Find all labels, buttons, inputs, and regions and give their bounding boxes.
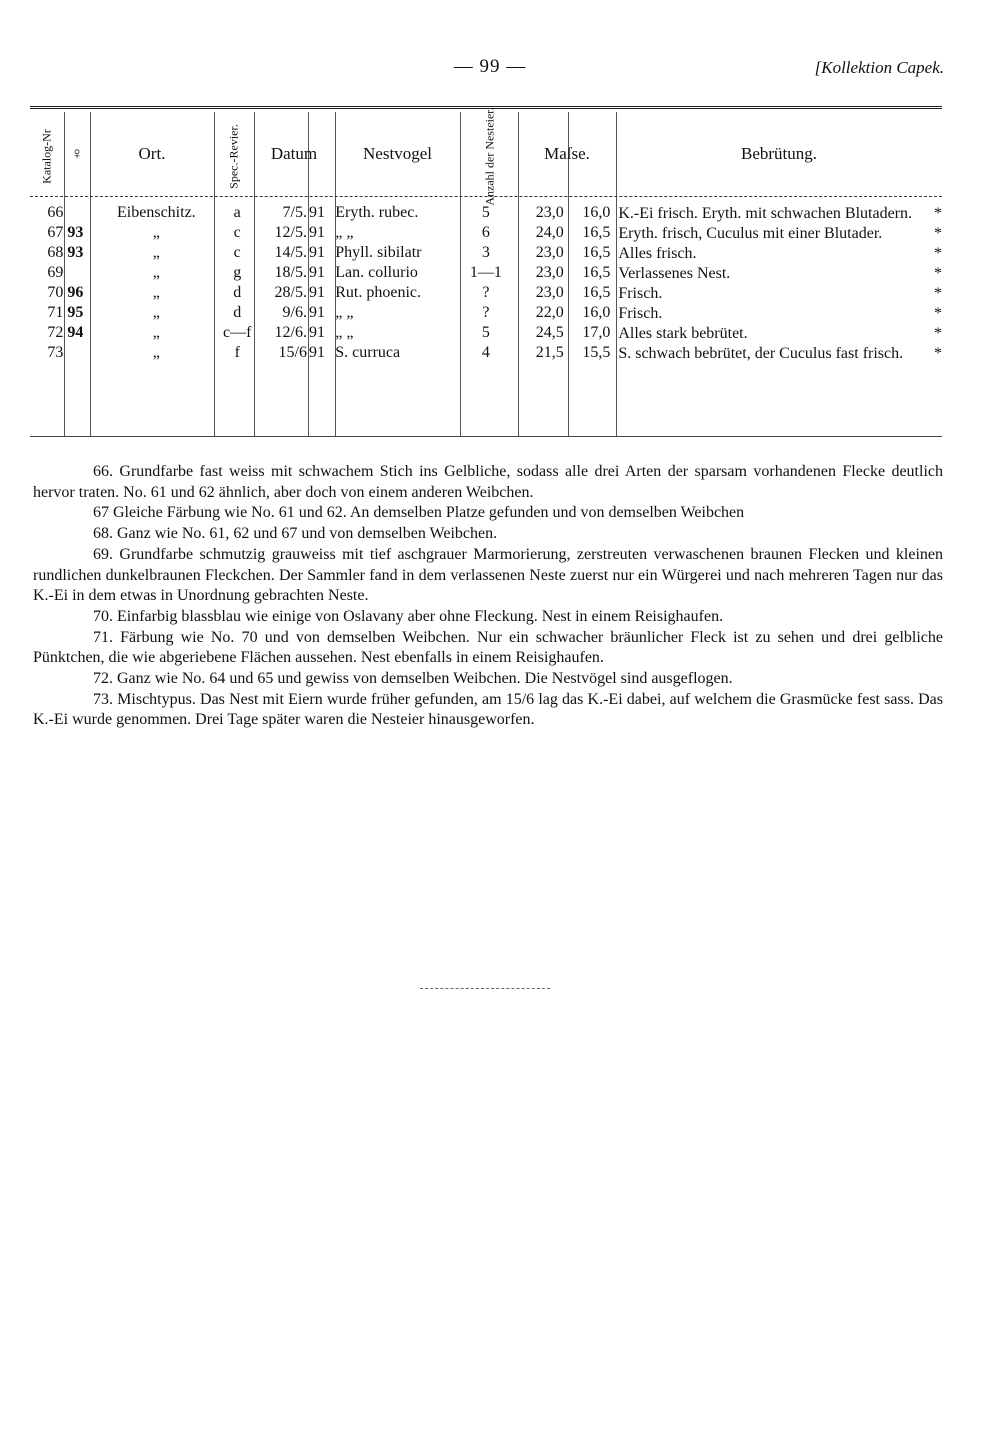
clutch-count-cell: 3: [481, 244, 490, 261]
table-body: [30, 204, 942, 364]
katalog-number-cell: 73: [47, 344, 64, 361]
clutch-count-cell: ?: [482, 304, 490, 321]
clutch-count-cell: 1—1: [469, 264, 502, 281]
year-cell: 91: [308, 264, 325, 281]
table-row: [30, 304, 942, 324]
asterisk-mark: *: [934, 245, 942, 262]
header-nestvogel: Nestvogel: [363, 144, 432, 163]
katalog-number-cell: 67: [47, 224, 64, 241]
egg-length-cell: 21,5: [535, 344, 564, 361]
year-cell: 91: [308, 304, 325, 321]
egg-length-cell: 24,5: [535, 324, 564, 341]
table-row: [30, 284, 942, 304]
locality-cell: „: [152, 264, 160, 281]
host-bird-cell: S. curruca: [335, 344, 401, 361]
incubation-text: Frisch.: [618, 305, 663, 322]
table-row: [30, 204, 942, 224]
year-cell: 91: [308, 224, 325, 241]
female-number-cell: 93: [67, 224, 84, 241]
host-bird-cell: Rut. phoenic.: [335, 284, 422, 301]
female-number-cell: 96: [67, 284, 84, 301]
egg-length-cell: 23,0: [535, 204, 564, 221]
incubation-text: S. schwach bebrütet, der Cuculus fast frisch.: [618, 345, 904, 362]
asterisk-mark: *: [934, 225, 942, 242]
spec-revier-cell: f: [234, 344, 240, 361]
spec-revier-cell: g: [233, 264, 242, 281]
header-katalog: Katalog-Nr: [39, 129, 54, 184]
incubation-cell: [612, 244, 942, 264]
clutch-count-cell: 4: [481, 344, 490, 361]
asterisk-mark: *: [934, 345, 942, 362]
incubation-text: Frisch.: [618, 285, 663, 302]
egg-width-cell: 16,0: [582, 304, 611, 321]
egg-length-cell: 23,0: [535, 284, 564, 301]
egg-width-cell: 16,5: [582, 244, 611, 261]
table-row: [30, 244, 942, 264]
incubation-cell: [612, 204, 942, 224]
asterisk-mark: *: [934, 305, 942, 322]
asterisk-mark: *: [934, 265, 942, 282]
collection-label: [Kollektion Capek.: [814, 58, 944, 77]
egg-width-cell: 16,5: [582, 284, 611, 301]
note-paragraph: 73. Mischtypus. Das Nest mit Eiern wurde früher gefunden, am 15/6 lag das K.-Ei dabei, auf welchem die Grasmücke fest sass. Das K.-Ei wurde genommen. Drei Tage später waren die Nesteier hinausgeworfen.: [33, 690, 943, 729]
female-number-cell: [65, 264, 94, 284]
katalog-number-cell: 72: [47, 324, 64, 341]
note-paragraph: 68. Ganz wie No. 61, 62 und 67 und von demselben Weibchen.: [93, 525, 498, 543]
year-cell: 91: [308, 284, 325, 301]
female-number-cell: 94: [67, 324, 84, 341]
katalog-number-cell: 68: [47, 244, 64, 261]
incubation-cell: [612, 264, 942, 284]
incubation-cell: [612, 324, 942, 344]
table-row: [30, 224, 942, 244]
clutch-count-cell: 5: [481, 204, 490, 221]
locality-cell: „: [152, 324, 160, 341]
catalog-table: [30, 204, 942, 364]
host-bird-cell: „ „: [335, 304, 354, 321]
incubation-text: Alles frisch.: [618, 245, 697, 262]
note-paragraph: 69. Grundfarbe schmutzig grauweiss mit tief aschgrauer Marmorierung, zerstreuten verwaschenen braunen Flecken und kleinen rundlichen dunkelbraunen Fleckchen. Der Sammler fand in dem verlassenen Neste zuerst nur ein Würgerei und nach mehreren Tagen nur das K.-Ei in dem etwas in Unordnung gebrachten Neste.: [33, 545, 943, 605]
date-cell: 12/6.: [274, 324, 307, 341]
year-cell: 91: [308, 324, 325, 341]
female-number-cell: [65, 344, 94, 364]
female-number-cell: [65, 204, 94, 224]
egg-length-cell: 22,0: [535, 304, 564, 321]
note-paragraph: 66. Grundfarbe fast weiss mit schwachem Stich ins Gelbliche, sodass alle drei Arten der sparsam vorhandenen Flecke deutlich hervor traten. No. 61 und 62 ähnlich, aber doch von einem anderen Weibchen.: [33, 463, 943, 501]
header-spec-revier: Spec.-Revier.: [226, 124, 241, 189]
incubation-text: Eryth. frisch, Cuculus mit einer Blutader.: [618, 225, 883, 242]
egg-width-cell: 16,5: [582, 264, 611, 281]
note-paragraph: 71. Färbung wie No. 70 und von demselben Weibchen. Nur ein schwacher bräunlicher Fleck ist zu sehen und drei gelbliche Pünktchen, die wie abgeriebene Flächen aussehen. Nest ebenfalls in einem Reisighaufen.: [33, 628, 943, 667]
female-number-cell: 95: [67, 304, 84, 321]
incubation-cell: [612, 284, 942, 304]
year-cell: 91: [308, 204, 325, 221]
host-bird-cell: Eryth. rubec.: [335, 204, 419, 221]
incubation-text: K.-Ei frisch. Eryth. mit schwachen Blutadern.: [618, 205, 913, 222]
locality-cell: „: [152, 284, 160, 301]
egg-length-cell: 23,0: [535, 264, 564, 281]
clutch-count-cell: ?: [482, 284, 490, 301]
locality-cell: Eibenschitz.: [117, 204, 196, 221]
table-row: [30, 324, 942, 344]
date-cell: 12/5.: [274, 224, 307, 241]
asterisk-mark: *: [934, 325, 942, 342]
spec-revier-cell: c: [233, 224, 241, 241]
header-masse: Maſse.: [544, 144, 590, 163]
date-cell: 18/5.: [274, 264, 307, 281]
date-cell: 28/5.: [274, 284, 307, 301]
spec-revier-cell: a: [233, 204, 241, 221]
egg-width-cell: 16,0: [582, 204, 611, 221]
note-paragraph: 67 Gleiche Färbung wie No. 61 und 62. An demselben Platze gefunden und von demselben Weibchen: [93, 504, 745, 522]
egg-width-cell: 16,5: [582, 224, 611, 241]
page-number: — 99 —: [453, 56, 527, 77]
host-bird-cell: „ „: [335, 224, 354, 241]
locality-cell: „: [152, 344, 160, 361]
header-ort: Ort.: [138, 144, 166, 163]
date-cell: 15/6: [278, 344, 307, 361]
incubation-cell: [612, 304, 942, 324]
date-cell: 7/5.: [282, 204, 307, 221]
katalog-number-cell: 70: [47, 284, 64, 301]
spec-revier-cell: c—f: [223, 324, 252, 341]
host-bird-cell: Phyll. sibilatr: [335, 244, 422, 261]
date-cell: 14/5.: [274, 244, 307, 261]
table-header-rule: [30, 196, 942, 197]
table-bottom-rule: [30, 436, 942, 437]
egg-width-cell: 17,0: [582, 324, 611, 341]
incubation-cell: [612, 344, 942, 364]
notes-section: [33, 462, 943, 731]
katalog-number-cell: 71: [47, 304, 64, 321]
host-bird-cell: „ „: [335, 324, 354, 341]
asterisk-mark: *: [934, 205, 942, 222]
spec-revier-cell: d: [233, 284, 242, 301]
end-rule: [420, 988, 550, 989]
spec-revier-cell: d: [233, 304, 242, 321]
incubation-text: Verlassenes Nest.: [618, 265, 731, 282]
incubation-text: Alles stark bebrütet.: [618, 325, 748, 342]
spec-revier-cell: c: [233, 244, 241, 261]
header-datum: Datum: [270, 144, 318, 163]
clutch-count-cell: 5: [481, 324, 490, 341]
header-female-symbol: ♀: [70, 144, 84, 163]
female-number-cell: 93: [67, 244, 84, 261]
egg-length-cell: 24,0: [535, 224, 564, 241]
katalog-number-cell: 69: [47, 264, 64, 281]
year-cell: 91: [308, 244, 325, 261]
header-anzahl: Anzahl der Nesteier.: [482, 107, 497, 206]
asterisk-mark: *: [934, 285, 942, 302]
note-paragraph: 72. Ganz wie No. 64 und 65 und gewiss von demselben Weibchen. Die Nestvögel sind ausgeflogen.: [93, 670, 733, 688]
host-bird-cell: Lan. collurio: [335, 264, 418, 281]
egg-length-cell: 23,0: [535, 244, 564, 261]
table-row: [30, 264, 942, 284]
locality-cell: „: [152, 244, 160, 261]
note-paragraph: 70. Einfarbig blassblau wie einige von Oslavany aber ohne Fleckung. Nest in einem Reisighaufen.: [93, 607, 724, 625]
clutch-count-cell: 6: [481, 224, 490, 241]
egg-width-cell: 15,5: [582, 344, 611, 361]
table-row: [30, 344, 942, 364]
date-cell: 9/6.: [282, 304, 307, 321]
incubation-cell: [612, 224, 942, 244]
locality-cell: „: [152, 224, 160, 241]
header-bebruetung: Bebrütung.: [740, 144, 818, 163]
locality-cell: „: [152, 304, 160, 321]
page-header: [0, 56, 1000, 86]
katalog-number-cell: 66: [47, 204, 64, 221]
year-cell: 91: [308, 344, 325, 361]
